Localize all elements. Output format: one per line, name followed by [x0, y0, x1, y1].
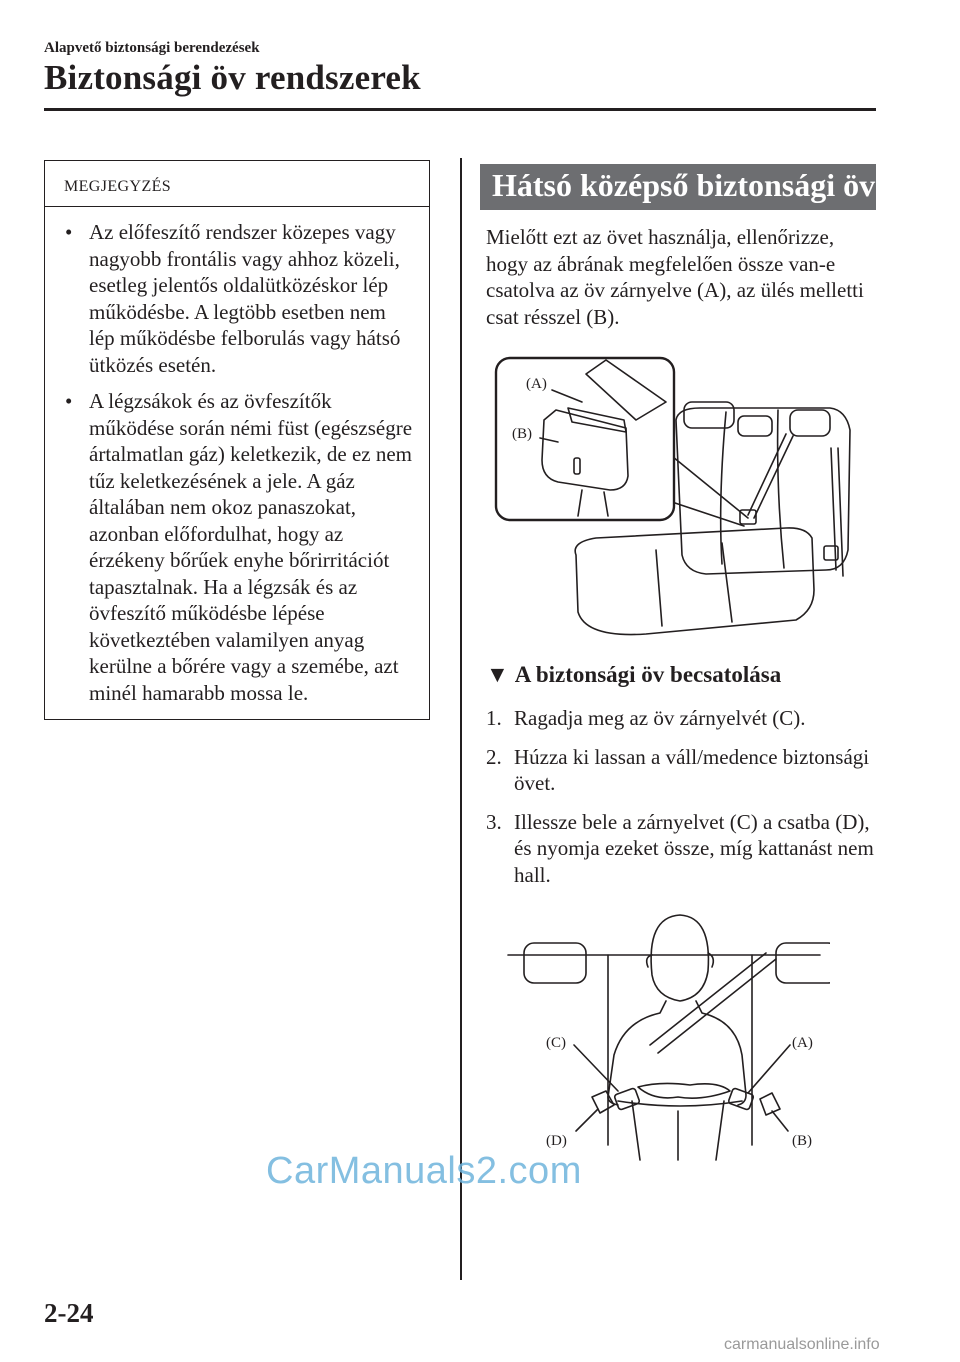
subheading-text: A biztonsági öv becsatolása [514, 662, 782, 687]
buckle [760, 1093, 780, 1115]
figure1-label-b: (B) [512, 426, 532, 442]
note-item-text: A légzsákok és az övfeszítők működése során némi füst (egészségre ártalmatlan gáz) keletkezik, de ez nem tűz keletkezésének a jele. A gáz általában nem okoz panaszokat, azonban előfordulhat, hogy az érzékeny bőrűek enyhe bőrirritációt tapasztalnak. Ha a légzsák és az övfeszítő működésbe lépése következtében valamilyen anyag kerülne a bőrére vagy a szemébe, azt minél hamarabb mossa le. [89, 389, 413, 705]
figure2-label-b: (B) [792, 1133, 812, 1149]
column-divider [460, 158, 462, 1280]
step-item [486, 744, 878, 797]
label-leader [748, 1045, 790, 1093]
seat-belt [754, 436, 793, 518]
section-heading: Hátsó középső biztonsági öv [480, 164, 876, 210]
subheading [486, 662, 781, 688]
figure1-label-a: (A) [526, 376, 547, 392]
callout-line [666, 500, 744, 526]
label-leader [576, 1109, 598, 1131]
seat-cushion [575, 528, 814, 635]
person-legs [716, 1101, 724, 1160]
step-text: Húzza ki lassan a váll/medence biztonsági övet. [514, 744, 870, 795]
bullet-icon: • [65, 220, 73, 244]
note-box [44, 160, 430, 720]
fastening-figure [490, 905, 830, 1170]
headrest [776, 943, 830, 983]
note-heading: MEGJEGYZÉS [45, 161, 429, 207]
person-head [651, 915, 708, 1001]
note-item-text: Az előfeszítő rendszer közepes vagy nagyobb frontális vagy ahhoz közeli, esetleg jelentős oldalütközéskor lép működésbe. A legtöbb esetben nem lép működésbe felborulás vagy hátsó ütközés esetén. [89, 220, 401, 377]
step-item [486, 809, 878, 889]
breadcrumb: Alapvető biztonsági berendezések [44, 40, 260, 56]
note-item [65, 219, 415, 378]
person-arms [638, 1083, 730, 1098]
shoulder-belt [658, 959, 776, 1053]
step-list [486, 705, 878, 900]
label-leader [772, 1111, 788, 1131]
seat-belt [831, 448, 836, 570]
headrest [790, 410, 830, 436]
intro-paragraph: Mielőtt ezt az övet használja, ellenőrizze, hogy az ábrának megfelelően össze van-e csatolva az öv zárnyelve (A), az ülés melletti csat résszel (B). [486, 225, 864, 329]
note-item [65, 388, 415, 706]
note-list [45, 207, 429, 706]
rear-seat-figure [486, 350, 876, 640]
watermark-footer: carmanualsonline.info [724, 1336, 880, 1353]
step-number: 3. [486, 809, 502, 834]
figure2-label-a: (A) [792, 1035, 813, 1051]
step-text: Ragadja meg az öv zárnyelvét (C). [514, 706, 806, 730]
person-legs [632, 1101, 640, 1160]
cushion-seam [722, 543, 732, 622]
cushion-seam [656, 550, 662, 626]
page-title: Biztonsági öv rendszerek [44, 58, 421, 97]
seat-back-seam [778, 410, 784, 568]
step-text: Illessze bele a zárnyelvet (C) a csatba (D), és nyomja ezeket össze, míg kattanást nem hall. [514, 809, 874, 887]
figure2-label-c: (C) [546, 1035, 566, 1051]
step-number: 1. [486, 706, 502, 730]
headrest [524, 943, 586, 983]
figure2-label-d: (D) [546, 1133, 567, 1149]
seat-belt [748, 434, 786, 515]
bullet-icon: • [65, 389, 73, 413]
step-number: 2. [486, 744, 502, 769]
triangle-down-icon: ▼ [486, 662, 509, 687]
seat-back-seam [721, 412, 726, 564]
headrest [738, 416, 772, 436]
step-item [486, 705, 878, 732]
watermark: CarManuals2.com [266, 1150, 582, 1192]
title-rule [44, 108, 876, 111]
page-number: 2-24 [44, 1298, 94, 1328]
